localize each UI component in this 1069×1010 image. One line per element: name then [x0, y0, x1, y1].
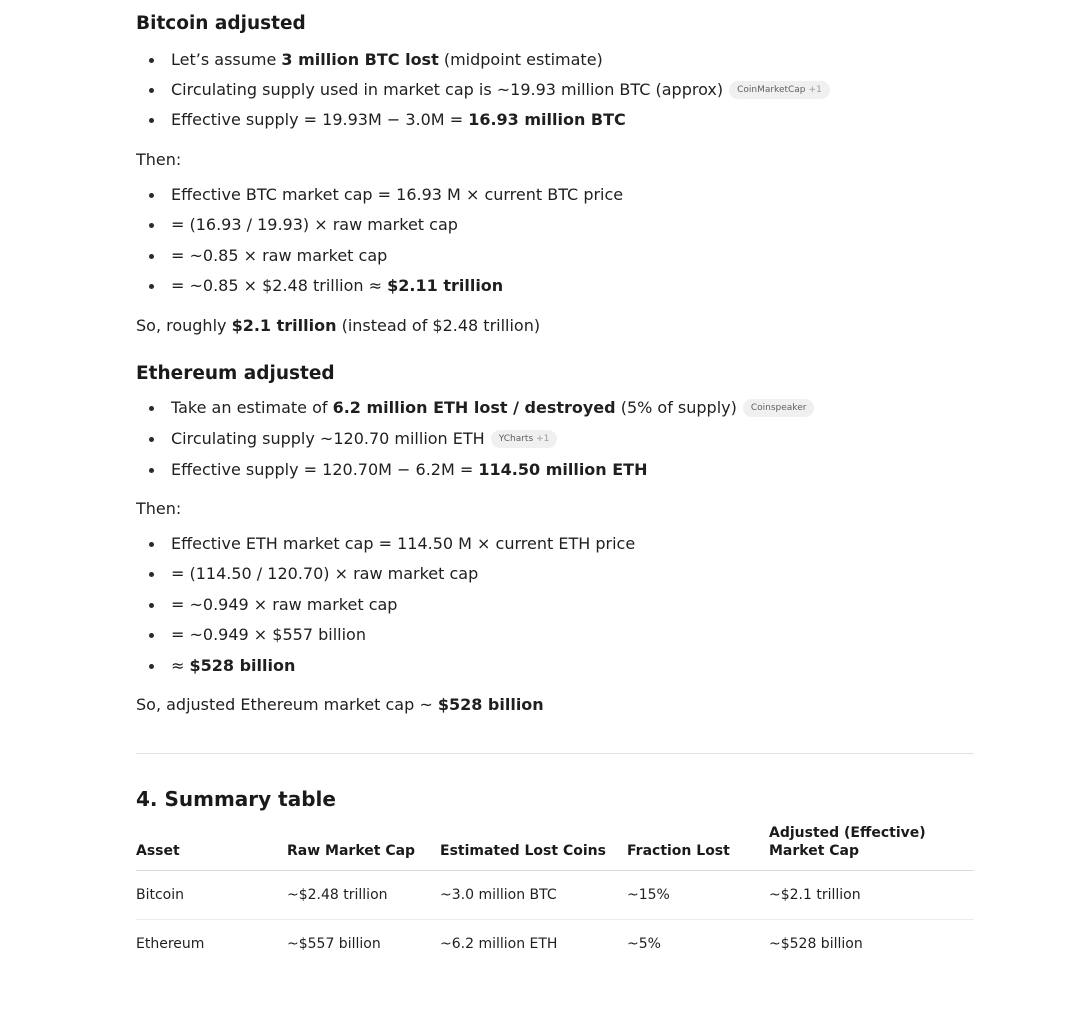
- ethereum-adjusted-heading: Ethereum adjusted: [136, 363, 335, 384]
- bitcoin-calc-item: = (16.93 / 19.93) × raw market cap: [171, 215, 458, 234]
- bitcoin-adjusted-heading: Bitcoin adjusted: [136, 13, 306, 34]
- ethereum-calc-item: = ~0.949 × $557 billion: [171, 625, 366, 644]
- table-row: [136, 871, 974, 920]
- bitcoin-circulating-item: Circulating supply used in market cap is ~19.93 million BTC (approx) CoinMarketCap +1: [171, 80, 830, 100]
- source-chip-coinspeaker[interactable]: Coinspeaker: [743, 399, 815, 417]
- ethereum-conclusion: So, adjusted Ethereum market cap ~ $528 billion: [136, 695, 544, 714]
- column-header-adjusted-market-cap: Adjusted (Effective) Market Cap: [769, 825, 926, 859]
- section-divider: [136, 753, 974, 754]
- bitcoin-then-label: Then:: [136, 150, 182, 169]
- table-cell: ~15%: [627, 887, 670, 903]
- bitcoin-calc-item: Effective BTC market cap = 16.93 M × current BTC price: [171, 185, 624, 204]
- table-cell: ~5%: [627, 936, 661, 952]
- ethereum-then-label: Then:: [136, 499, 182, 518]
- source-chip-coinmarketcap[interactable]: CoinMarketCap +1: [729, 81, 830, 99]
- table-header-row: [136, 824, 974, 871]
- bitcoin-calc-result-item: = ~0.85 × $2.48 trillion ≈ $2.11 trillion: [171, 276, 504, 295]
- table-cell: Bitcoin: [136, 887, 185, 903]
- bitcoin-conclusion: So, roughly $2.1 trillion (instead of $2.48 trillion): [136, 316, 541, 335]
- column-header-raw-market-cap: Raw Market Cap: [287, 843, 416, 859]
- column-header-asset: Asset: [136, 843, 180, 859]
- table-cell: ~$557 billion: [287, 936, 381, 952]
- bitcoin-effective-supply-item: Effective supply = 19.93M − 3.0M = 16.93 million BTC: [171, 110, 626, 129]
- table-cell: ~$2.48 trillion: [287, 887, 388, 903]
- table-cell: ~$2.1 trillion: [769, 887, 861, 903]
- ethereum-calc-item: Effective ETH market cap = 114.50 M × current ETH price: [171, 534, 636, 553]
- ethereum-calc-item: = (114.50 / 120.70) × raw market cap: [171, 564, 479, 583]
- bitcoin-assumption-item: Let’s assume 3 million BTC lost (midpoint estimate): [171, 50, 603, 69]
- table-cell: ~6.2 million ETH: [440, 936, 558, 952]
- summary-table-heading: 4. Summary table: [136, 787, 336, 811]
- source-chip-ycharts[interactable]: YCharts +1: [491, 430, 558, 448]
- ethereum-calc-result-item: ≈ $528 billion: [171, 656, 296, 675]
- table-cell: Ethereum: [136, 936, 205, 952]
- ethereum-circulating-item: Circulating supply ~120.70 million ETH YCharts +1: [171, 429, 557, 449]
- column-header-fraction-lost: Fraction Lost: [627, 843, 730, 859]
- table-cell: ~$528 billion: [769, 936, 863, 952]
- bitcoin-calc-item: = ~0.85 × raw market cap: [171, 246, 388, 265]
- table-cell: ~3.0 million BTC: [440, 887, 557, 903]
- table-row: [136, 920, 974, 969]
- ethereum-calc-item: = ~0.949 × raw market cap: [171, 595, 398, 614]
- ethereum-effective-supply-item: Effective supply = 120.70M − 6.2M = 114.50 million ETH: [171, 460, 648, 479]
- column-header-estimated-lost-coins: Estimated Lost Coins: [440, 843, 606, 859]
- summary-table: [136, 824, 974, 968]
- ethereum-estimate-item: Take an estimate of 6.2 million ETH lost / destroyed (5% of supply) Coinspeaker: [171, 398, 814, 418]
